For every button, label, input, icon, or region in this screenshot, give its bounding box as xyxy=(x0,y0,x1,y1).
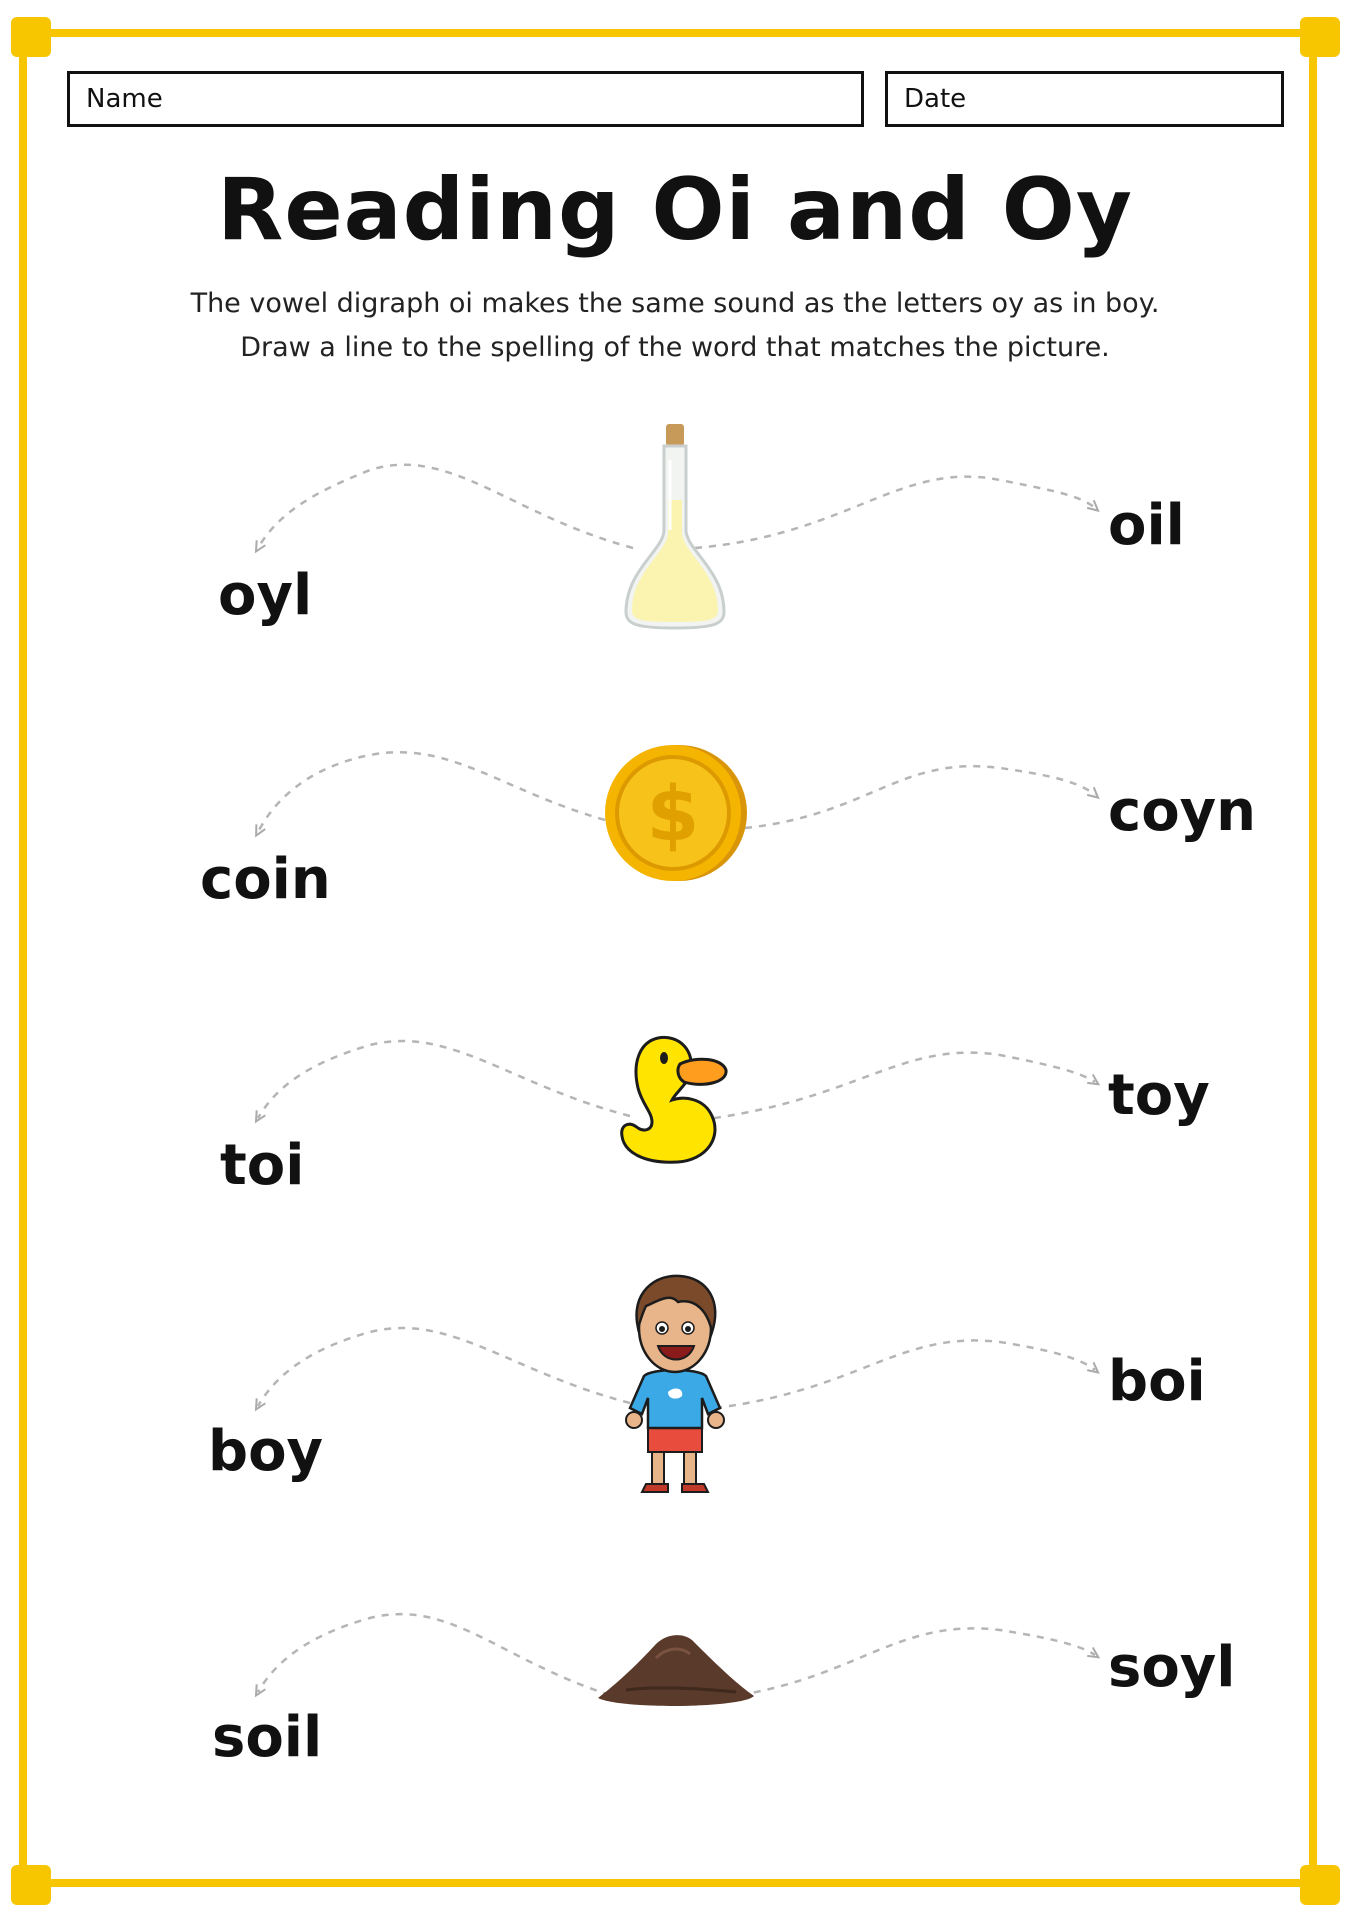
right-word-5: soyl xyxy=(1108,1635,1236,1700)
oil-bottle-icon xyxy=(620,420,730,632)
svg-text:$: $ xyxy=(646,769,700,858)
guide-line-left-5 xyxy=(258,1614,610,1695)
right-word-4: boi xyxy=(1108,1349,1206,1414)
guide-line-left-3 xyxy=(258,1041,630,1118)
guide-line-left-1 xyxy=(258,465,633,548)
boy-icon xyxy=(622,1272,728,1496)
guide-line-left-4 xyxy=(258,1328,630,1406)
guide-line-right-5 xyxy=(740,1628,1095,1695)
instruction-line-2: Draw a line to the spelling of the word that matches the picture. xyxy=(240,332,1110,363)
soil-pile-icon xyxy=(596,1628,756,1706)
page-title: Reading Oi and Oy xyxy=(217,160,1133,260)
left-word-1: oyl xyxy=(218,563,313,628)
date-label: Date xyxy=(904,84,967,114)
rubber-duck-icon xyxy=(618,1030,730,1168)
left-word-5: soil xyxy=(212,1705,323,1770)
right-word-1: oil xyxy=(1108,493,1185,558)
guide-line-right-3 xyxy=(700,1053,1095,1120)
right-word-2: coyn xyxy=(1108,779,1257,844)
left-word-4: boy xyxy=(208,1419,324,1484)
guide-line-right-4 xyxy=(715,1340,1095,1408)
left-word-3: toi xyxy=(220,1133,305,1198)
right-word-3: toy xyxy=(1108,1063,1210,1128)
guide-line-left-2 xyxy=(258,752,605,832)
guide-line-right-1 xyxy=(695,477,1095,548)
coin-icon xyxy=(603,740,749,886)
left-word-2: coin xyxy=(200,847,331,912)
name-label: Name xyxy=(86,84,163,114)
guide-line-right-2 xyxy=(745,766,1095,828)
instruction-line-1: The vowel digraph oi makes the same sound as the letters oy as in boy. xyxy=(190,288,1160,319)
